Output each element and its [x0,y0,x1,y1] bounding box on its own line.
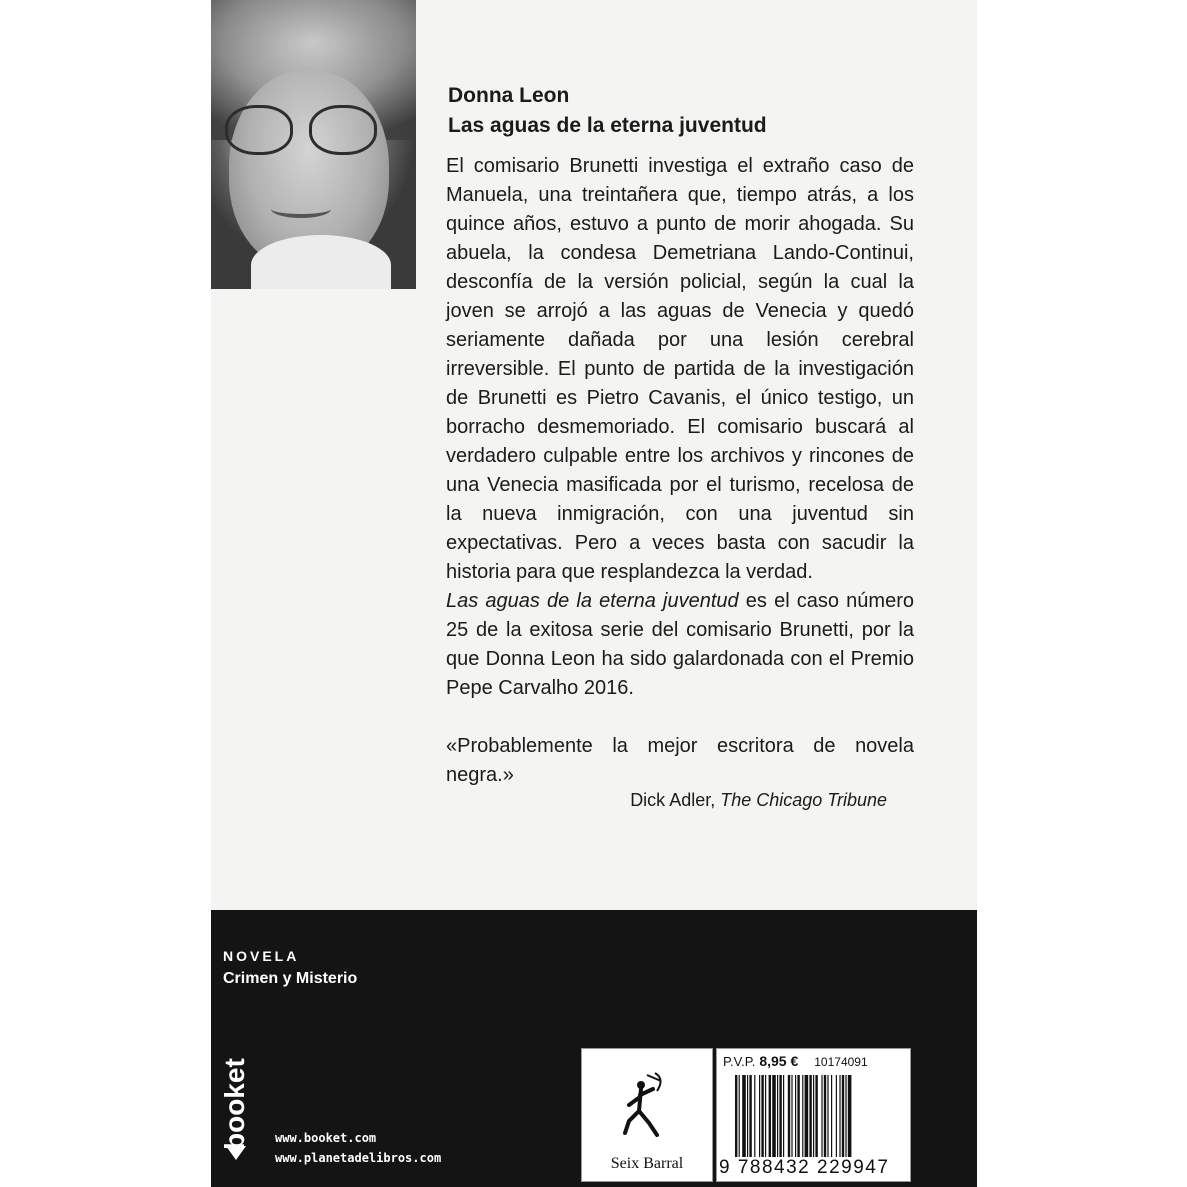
price: 8,95 € [759,1053,799,1069]
category-label: NOVELA [223,948,300,964]
review-attribution [446,790,887,811]
booket-logo: booket [219,1058,250,1150]
synopsis-paragraph-1: El comisario Brunetti investiga el extraño caso de Manuela, una treintañera que, tiempo atrás, a los quince años, estuvo a punto de morir ahogada. Su abuela, la condesa Demetriana Lando-Continui, desconfía de la versión policial, según la cual la joven se arrojó a las aguas de Venecia y quedó seriamente dañada por una lesión cerebral irreversible. El punto de partida de la investigación de Brunetti es Pietro Cavanis, el único testigo, un borracho desmemoriado. El comisario buscará al verdadero culpable entre los archivos y rincones de una Venecia masificada por el turismo, recelosa de la nueva inmigración, con una juventud sin expectativas. Pero a veces basta con sacudir la historia para que resplandezca la verdad. [446,155,914,583]
booket-logo-arrow-icon [226,1146,246,1160]
barcode-icon [735,1075,895,1157]
review-quote: «Probablemente la mejor escritora de novela negra.» [446,735,914,786]
publisher-box [581,1048,713,1182]
publisher-name: Seix Barral [610,1155,684,1172]
barcode-label [716,1048,911,1182]
synopsis-title-italic: Las aguas de la eterna juventud [446,590,739,612]
planetadelibros-url[interactable]: www.planetadelibros.com [275,1151,442,1165]
synopsis [446,152,914,703]
genre-label: Crimen y Misterio [223,970,358,987]
booket-url[interactable]: www.booket.com [275,1131,377,1145]
seix-barral-figure-icon [617,1067,677,1147]
isbn-digits: 9 788432 229947 [719,1157,890,1178]
review-source: The Chicago Tribune [720,790,887,810]
product-code: 10174091 [814,1055,868,1069]
price-line [723,1053,868,1069]
book-title: Las aguas de la eterna juventud [448,114,767,137]
author-name: Donna Leon [448,84,570,107]
review-author: Dick Adler, [630,790,721,810]
synopsis-paragraph-2: es el caso número 25 de la exitosa serie del comisario Brunetti, por la que Donna Leon ha sido galardonada con el Premio Pepe Carvalho 2016. [446,590,914,699]
author-photo [211,0,416,289]
pvp-label: P.V.P. [723,1054,756,1069]
